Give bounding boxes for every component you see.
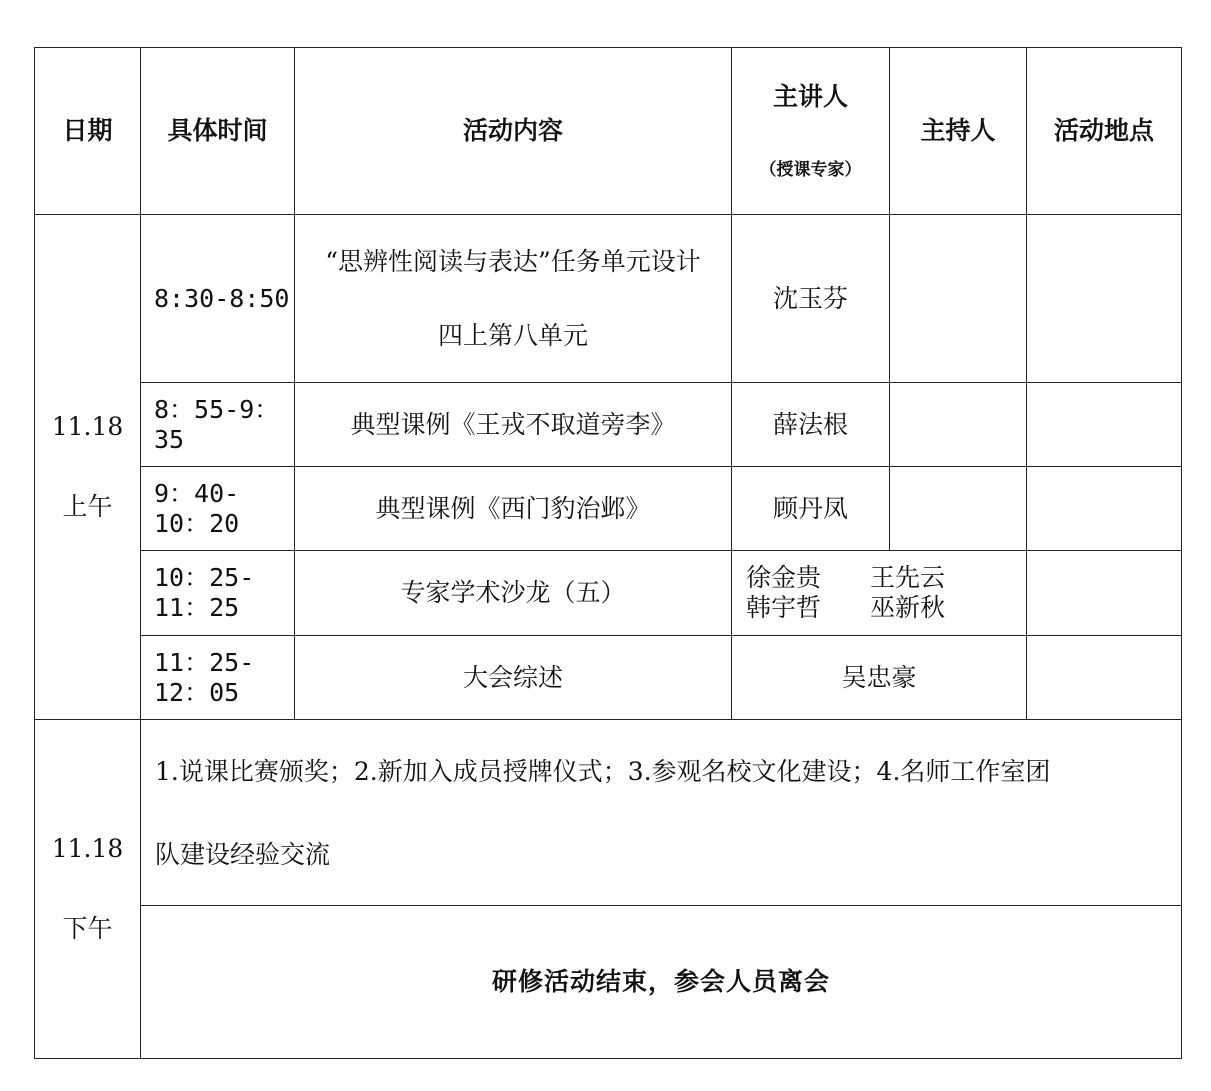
- speaker-cell: 吴忠豪: [732, 636, 1027, 720]
- table-row: [35, 383, 1182, 467]
- host-cell: [890, 383, 1027, 467]
- header-date: 日期: [35, 48, 141, 215]
- content-cell: 典型课例《王戎不取道旁李》: [295, 383, 732, 467]
- content-line: 四上第八单元: [437, 320, 588, 350]
- header-row: [35, 48, 1182, 215]
- header-host: 主持人: [890, 48, 1027, 215]
- morning-period: 上午: [62, 492, 113, 521]
- table-row: [35, 551, 1182, 636]
- location-cell: [1027, 215, 1182, 383]
- header-speaker-cell: [732, 48, 890, 215]
- closing-cell: 研修活动结束，参会人员离会: [141, 906, 1182, 1059]
- header-speaker-sub: （授课专家）: [759, 159, 862, 180]
- speaker-cell: 沈玉芬: [732, 215, 890, 383]
- afternoon-date-cell: [35, 720, 141, 1059]
- speakers-cell: [732, 551, 1027, 636]
- table-row: [35, 906, 1182, 1059]
- table-row: [35, 467, 1182, 551]
- content-cell: 典型课例《西门豹治邺》: [295, 467, 732, 551]
- speaker-cell: 薛法根: [732, 383, 890, 467]
- speaker-name: 徐金贵: [746, 563, 822, 592]
- speaker-name: 韩宇哲: [746, 593, 822, 622]
- agenda-line: 队建设经验交流: [155, 839, 331, 869]
- speaker-name: 巫新秋: [870, 593, 946, 622]
- morning-date: 11.18: [51, 412, 124, 441]
- header-location: 活动地点: [1027, 48, 1182, 215]
- header-time: 具体时间: [141, 48, 295, 215]
- table-row: [35, 636, 1182, 720]
- content-cell: [295, 215, 732, 383]
- afternoon-agenda-cell: [141, 720, 1182, 906]
- location-cell: [1027, 551, 1182, 636]
- header-speaker: 主讲人: [772, 81, 848, 111]
- content-cell: 大会综述: [295, 636, 732, 720]
- host-cell: [890, 215, 1027, 383]
- time-cell: 8：55-9：35: [141, 383, 295, 467]
- host-cell: [890, 467, 1027, 551]
- time-cell: 9：40-10：20: [141, 467, 295, 551]
- time-cell: 11：25-12：05: [141, 636, 295, 720]
- content-cell: 专家学术沙龙（五）: [295, 551, 732, 636]
- table-row: [35, 215, 1182, 383]
- schedule-table: [34, 47, 1182, 1059]
- content-line: “思辨性阅读与表达”任务单元设计: [325, 246, 701, 276]
- location-cell: [1027, 467, 1182, 551]
- time-cell: 10：25-11：25: [141, 551, 295, 636]
- speaker-name: 王先云: [870, 563, 946, 592]
- header-content: 活动内容: [295, 48, 732, 215]
- afternoon-period: 下午: [62, 914, 113, 943]
- table-row: [35, 720, 1182, 906]
- morning-date-cell: [35, 215, 141, 720]
- time-cell: 8:30-8:50: [141, 215, 295, 383]
- location-cell: [1027, 383, 1182, 467]
- speaker-cell: 顾丹凤: [732, 467, 890, 551]
- location-cell: [1027, 636, 1182, 720]
- afternoon-date: 11.18: [51, 834, 124, 863]
- agenda-line: 1.说课比赛颁奖；2.新加入成员授牌仪式；3.参观名校文化建设；4.名师工作室团: [155, 756, 1051, 786]
